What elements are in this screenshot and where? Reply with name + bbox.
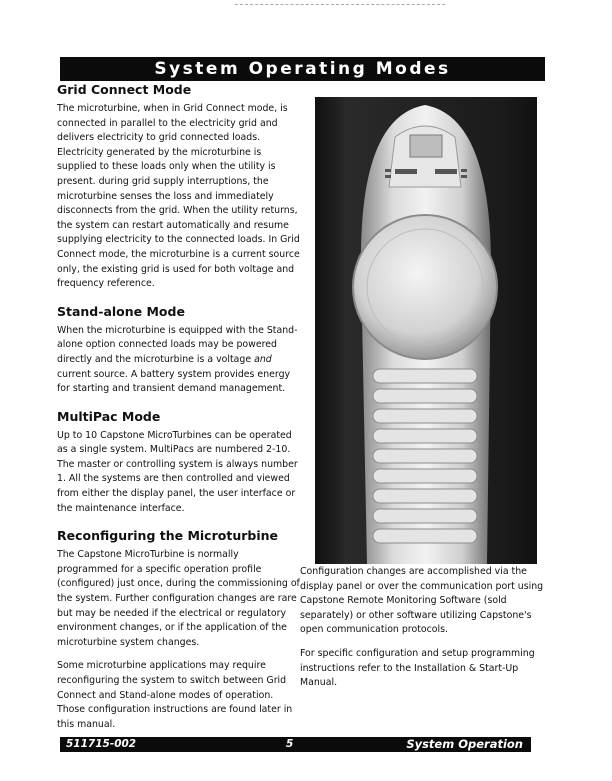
- section-body: Up to 10 Capstone MicroTurbines can be operated as a single system. MultiPacs are numbered 2-10. The master or controlling system is always number 1. All the systems are then controlled and viewed from either the display panel, the user interface or the maintenance interface.: [57, 429, 298, 514]
- section-heading: Grid Connect Mode: [57, 82, 192, 97]
- body-text: When the microturbine is equipped with the Stand-alone option connected loads may be powered directly and the microturbine is a voltage: [57, 324, 298, 365]
- section-stand-alone: [57, 304, 302, 397]
- section-reconfiguring: [57, 528, 302, 732]
- microturbine-photo: [315, 97, 537, 564]
- right-body: For specific configuration and setup programming instructions refer to the Installation & Start-Up Manual.: [300, 647, 535, 689]
- footer-bar: [60, 737, 531, 752]
- page-number: 5: [286, 738, 294, 750]
- left-column: [57, 82, 302, 744]
- page-title-banner: [60, 57, 545, 81]
- right-body: Configuration changes are accomplished via the display panel or over the communication port using Capstone Remote Monitoring Software (sold separately) or other software utilizing Capstone's open communication protocols.: [300, 566, 544, 636]
- top-rule: [235, 4, 445, 5]
- section-body: The Capstone MicroTurbine is normally programmed for a specific operation profile (configured) just once, during the commissioning of the system. Further configuration changes are rare but may be needed if the electrical or regulatory environment changes, or if the application of the microturbine system changes.: [57, 549, 300, 648]
- emphasis-text: and: [254, 353, 272, 365]
- section-heading: Reconfiguring the Microturbine: [57, 528, 278, 544]
- doc-number: 511715-002: [66, 738, 137, 750]
- section-body: The microturbine, when in Grid Connect mode, is connected in parallel to the electricity grid and delivers electricity to grid connected loads. Electricity generated by the microturbine is supplied to these loads only when the utility is present. during grid supply interruptions, the microturbine senses the loss and immediately disconnects from the grid. When the utility returns, the system can restart automatically and resume supplying electricity to the connected loads. In Grid Connect mode, the microturbine is a current source only, the existing grid is used for both voltage and frequency reference.: [57, 103, 300, 290]
- footer-section-title: System Operation: [406, 737, 523, 751]
- body-text: current source. A battery system provides energy for starting and transient demand management.: [57, 368, 291, 395]
- section-heading: Stand-alone Mode: [57, 303, 185, 319]
- page-title: System Operating Modes: [154, 59, 451, 79]
- section-multipac: [57, 409, 302, 517]
- section-grid-connect: [57, 82, 302, 292]
- section-body: [57, 324, 302, 397]
- right-column: [300, 565, 545, 691]
- section-body: Some microturbine applications may require reconfiguring the system to switch between Grid Connect and Stand-alone modes of operation. Those configuration instructions are found later in this manual.: [57, 660, 293, 730]
- microturbine-illustration: [315, 97, 537, 564]
- section-heading: MultiPac Mode: [57, 408, 161, 424]
